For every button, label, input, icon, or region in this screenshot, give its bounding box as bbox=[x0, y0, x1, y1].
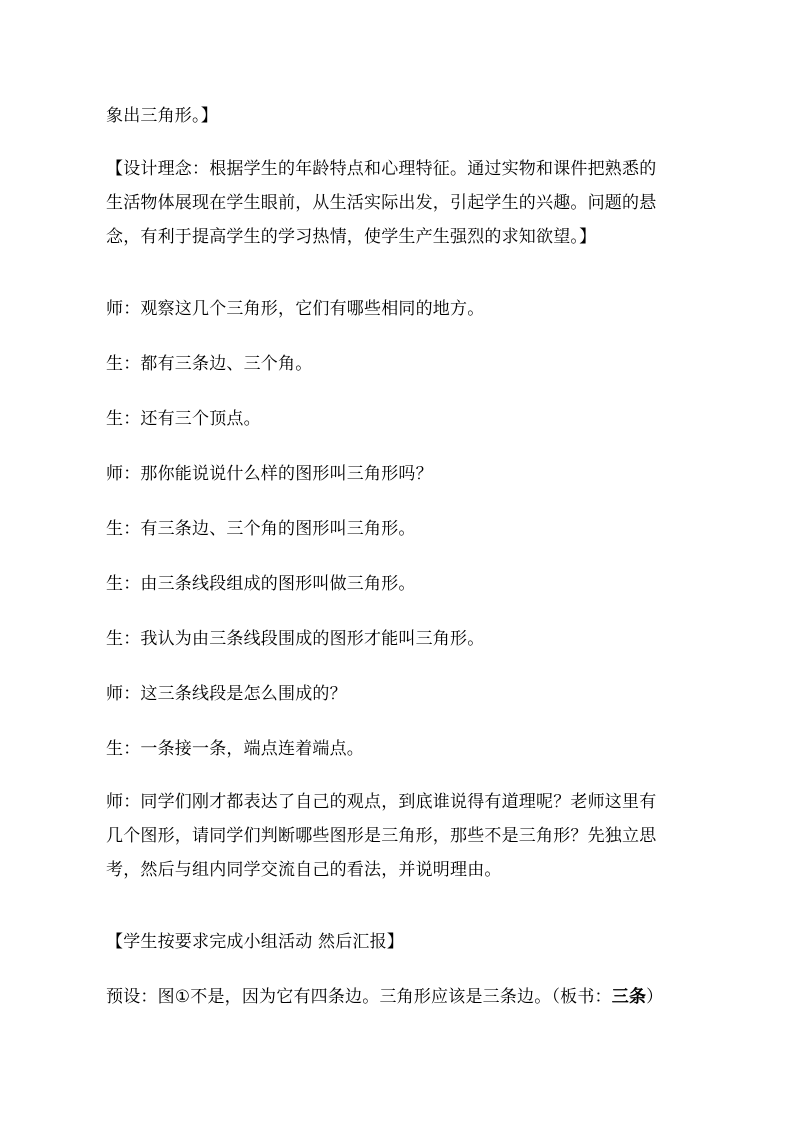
teacher-line: 师：观察这几个三角形，它们有哪些相同的地方。 bbox=[106, 299, 485, 319]
closing-paren: ） bbox=[646, 987, 664, 1007]
paragraph-line: 【设计理念：根据学生的年龄特点和心理特征。通过实物和课件把熟悉的 bbox=[106, 159, 657, 179]
paragraph-line: 几个图形，请同学们判断哪些图形是三角形，那些不是三角形？先独立思 bbox=[106, 826, 657, 846]
activity-note: 【学生按要求完成小组活动 然后汇报】 bbox=[106, 932, 405, 952]
student-line: 生：我认为由三条线段围成的图形才能叫三角形。 bbox=[106, 629, 485, 649]
student-line: 生：由三条线段组成的图形叫做三角形。 bbox=[106, 574, 416, 594]
paragraph-line: 师：同学们刚才都表达了自己的观点，到底谁说得有道理呢？老师这里有 bbox=[106, 792, 657, 812]
teacher-line: 师：这三条线段是怎么围成的？ bbox=[106, 684, 347, 704]
board-note-bold: 三条 bbox=[611, 987, 647, 1007]
paragraph-line: 生活物体展现在学生眼前，从生活实际出发，引起学生的兴趣。问题的悬 bbox=[106, 193, 657, 213]
paragraph-line: 念，有利于提高学生的学习热情，使学生产生强烈的求知欲望。】 bbox=[106, 227, 597, 247]
design-concept-paragraph bbox=[106, 152, 706, 254]
student-line: 生：有三条边、三个角的图形叫三角形。 bbox=[106, 519, 416, 539]
preset-text: 预设：图①不是，因为它有四条边。三角形应该是三条边。（板书： bbox=[106, 987, 612, 1007]
student-line: 生：一条接一条，端点连着端点。 bbox=[106, 739, 364, 759]
student-line: 生：还有三个顶点。 bbox=[106, 409, 261, 429]
student-line: 生：都有三条边、三个角。 bbox=[106, 354, 313, 374]
paragraph-line: 考，然后与组内同学交流自己的看法，并说明理由。 bbox=[106, 860, 502, 880]
teacher-line: 师：那你能说说什么样的图形叫三角形吗？ bbox=[106, 464, 433, 484]
preset-line bbox=[106, 980, 706, 1014]
paragraph-continuation: 象出三角形。】 bbox=[106, 106, 218, 126]
teacher-paragraph bbox=[106, 785, 706, 887]
